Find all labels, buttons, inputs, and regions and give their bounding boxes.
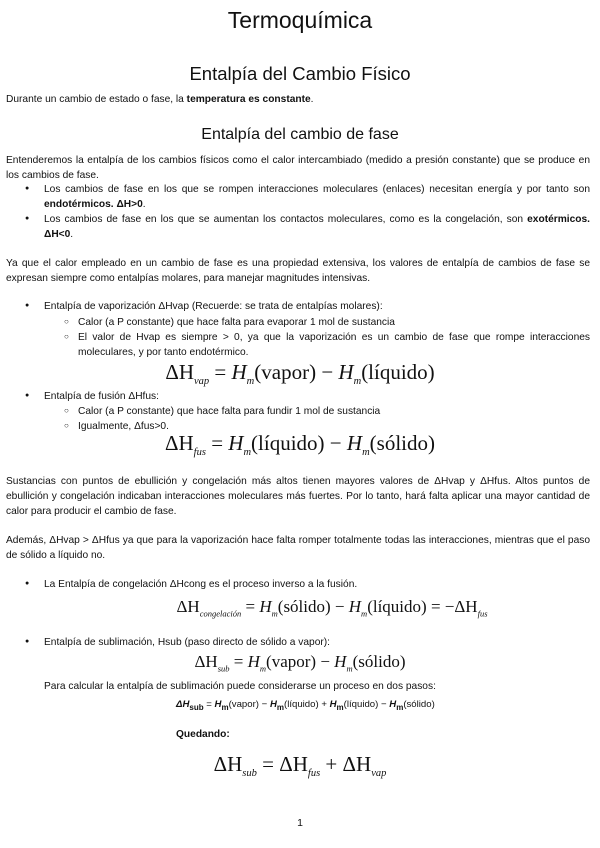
sub-bullet-vap-1: ○ Calor (a P constante) que hace falta para evaporar 1 mol de sustancia [78, 316, 590, 331]
equation-sublimation: $\Delta H_{sub}$ = $H_m(vapor)$ − $H_m(sólido)$ [194, 652, 406, 674]
bullet-endothermic: ● Los cambios de fase en los que se rompen interacciones moleculares (enlaces) necesitan energía y por tanto son endotérmicos. ΔH>0. [44, 183, 590, 213]
section-heading: Entalpía del Cambio Físico [189, 63, 411, 84]
equation-fusion: $\Delta H_{fus}$ = $H_m(líquido)$ − $H_m(sólido)$ [165, 431, 435, 459]
bullet-sublimation: ● Entalpía de sublimación, Hsub (paso directo de sólido a vapor): [44, 636, 590, 651]
bullet-exothermic: ● Los cambios de fase en los que se aumentan los contactos moleculares, como es la congelación, son exotérmicos. ΔH<0. [44, 213, 590, 243]
page-title: Termoquímica [227, 7, 373, 33]
sub-bullet-vap-2: ○ El valor de Hvap es siempre > 0, ya que la vaporización es un cambio de fase que rompe interacciones moleculares, y por tanto endotérmico. [78, 331, 590, 361]
page-number: 1 [297, 817, 303, 829]
sub-bullet-fus-2: ○ Igualmente, Δfus>0. [78, 420, 590, 435]
sublimation-note: Para calcular la entalpía de sublimación puede considerarse un proceso en dos pasos: [44, 681, 436, 692]
paragraph-3: Sustancias con puntos de ebullición y congelación más altos tienen mayores valores de ΔHvap y ΔHfus. Altos puntos de ebullición y congelación indicaban interacciones moleculares más fuertes. Por lo tanto, hará falta aplicar una mayor cantidad de calor para producir el cambio de fase. [6, 476, 590, 517]
equation-vaporization: $\Delta H_{vap}$ = $H_m(vapor)$ − $H_m(líquido)$ [165, 360, 435, 388]
paragraph-4: Además, ΔHvap > ΔHfus ya que para la vaporización hace falta romper totalmente todas las interacciones, mientras que el paso de sólido a líquido no. [6, 535, 590, 561]
bullet-freezing: ● La Entalpía de congelación ΔHcong es el proceso inverso a la fusión. [44, 578, 590, 593]
sublimation-two-step-line: $\Delta H_{sub}$ = $H_m(vapor)$ − $H_m(líquido)$ + $H_m(líquido)$ − $H_m(sólido)$ [176, 699, 435, 712]
equation-sublimation-sum: $\Delta H_{sub} = \Delta H_{fus} + \Delta H_{vap}$ [213, 752, 387, 780]
bullet-vaporization: ● Entalpía de vaporización ΔHvap (Recuerde: se trata de entalpías molares): [44, 300, 590, 315]
intro-paragraph: Durante un cambio de estado o fase, la temperatura es constante. [6, 94, 314, 105]
subsection-heading: Entalpía del cambio de fase [201, 126, 399, 143]
quedando-label: Quedando: [176, 729, 230, 740]
paragraph-2: Ya que el calor empleado en un cambio de fase es una propiedad extensiva, los valores de entalpía de cambios de fase se expresan siempre como entalpías molares, para manejar magnitudes intensivas. [6, 258, 590, 284]
equation-freezing: $\Delta H_{congelación}$ = $H_m(sólido)$ − $H_m(líquido) = -\Delta H_{fus}$ [176, 597, 488, 619]
bullet-fusion: ● Entalpía de fusión ΔHfus: [44, 390, 590, 405]
sub-bullet-fus-1: ○ Calor (a P constante) que hace falta para fundir 1 mol de sustancia [78, 405, 590, 420]
paragraph-1: Entenderemos la entalpía de los cambios físicos como el calor intercambiado (medido a presión constante) que se produce en los cambios de fase. [6, 155, 590, 181]
